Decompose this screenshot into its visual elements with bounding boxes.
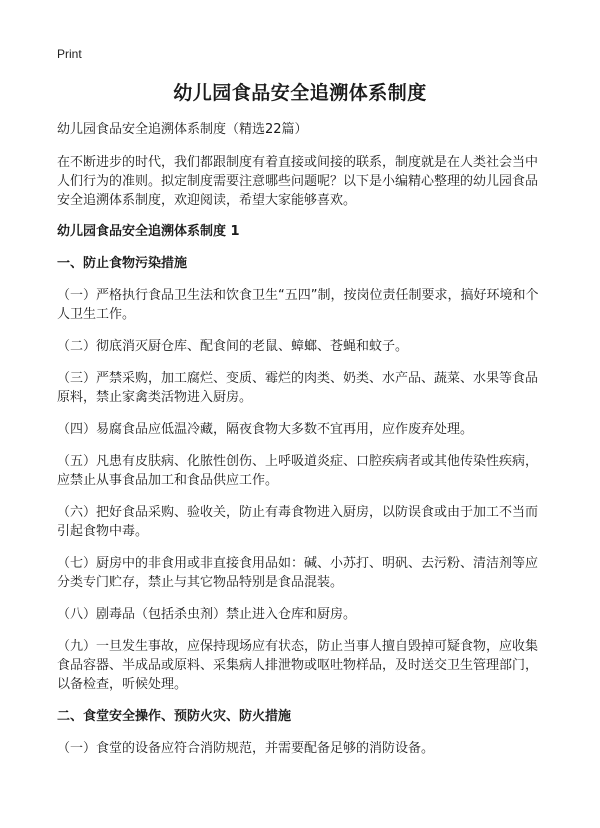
part1-heading: 一、防止食物污染措施 [57, 256, 188, 271]
list-item: （九）一旦发生事故，应保持现场应有状态，防止当事人擅自毁掉可疑食物，应收集食品容器、半成品或原料、采集病人排泄物或呕吐物样品，及时送交卫生管理部门，以备检查，听候处理。 [57, 639, 539, 692]
print-link[interactable]: Print [57, 47, 82, 61]
list-item: （五）凡患有皮肤病、化脓性创伤、上呼吸道炎症、口腔疾病者或其他传染性疾病，应禁止从事食品加工和食品供应工作。 [57, 454, 539, 488]
list-item: （二）彻底消灭厨仓库、配食间的老鼠、蟑螂、苍蝇和蚊子。 [57, 339, 409, 354]
list-item: （一）严格执行食品卫生法和饮食卫生“五四”制，按岗位责任制要求，搞好环境和个人卫生工作。 [57, 288, 539, 322]
list-item: （四）易腐食品应低温冷藏，隔夜食物大多数不宜再用，应作废弃处理。 [57, 422, 474, 437]
list-item: （七）厨房中的非食用或非直接食用品如：碱、小苏打、明矾、去污粉、清洁剂等应分类专门贮存，禁止与其它物品特别是食品混装。 [57, 556, 539, 590]
list-item: （八）剧毒品（包括杀虫剂）禁止进入仓库和厨房。 [57, 607, 357, 622]
list-item: （六）把好食品采购、验收关，防止有毒食物进入厨房，以防误食或由于加工不当而引起食物中毒。 [57, 505, 539, 539]
part2-heading: 二、食堂安全操作、预防火灾、防火措施 [57, 709, 292, 724]
list-item: （三）严禁采购，加工腐烂、变质、霉烂的肉类、奶类、水产品、蔬菜、水果等食品原料，禁止家禽类活物进入厨房。 [57, 371, 539, 405]
page-title: 幼儿园食品安全追溯体系制度 [173, 82, 427, 104]
document-body [57, 120, 547, 771]
intro-paragraph: 在不断进步的时代，我们都跟制度有着直接或间接的联系，制度就是在人类社会当中人们行为的准则。拟定制度需要注意哪些问题呢？以下是小编精心整理的幼儿园食品安全追溯体系制度，欢迎阅读，希望大家能够喜欢。 [57, 155, 539, 208]
list-item: （一）食堂的设备应符合消防规范，并需要配备足够的消防设备。 [57, 741, 435, 756]
section-title: 幼儿园食品安全追溯体系制度 1 [57, 224, 240, 239]
document-subtitle: 幼儿园食品安全追溯体系制度（精选22篇） [57, 122, 308, 137]
